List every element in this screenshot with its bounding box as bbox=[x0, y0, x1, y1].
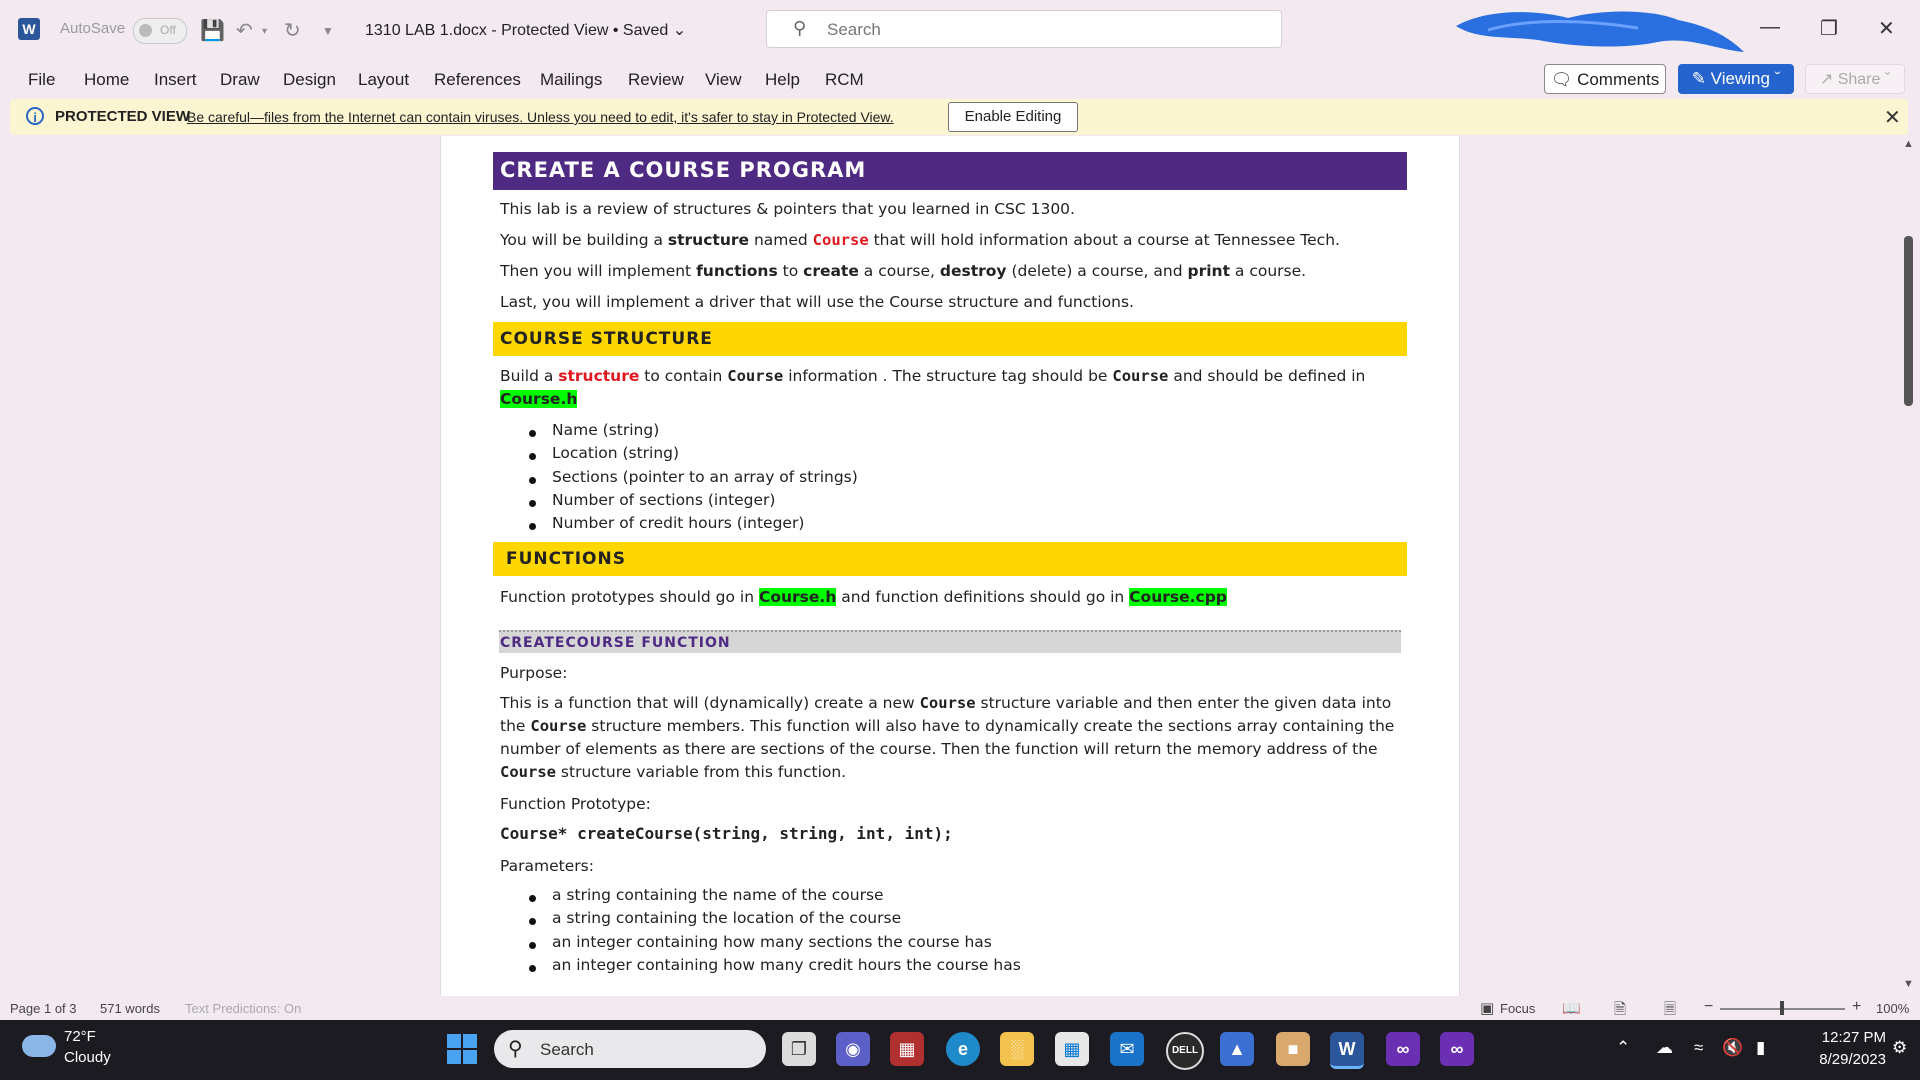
focus-icon[interactable]: ▣ bbox=[1480, 1000, 1495, 1017]
web-layout-icon[interactable]: 🗏 bbox=[1664, 1001, 1677, 1018]
copilot-icon[interactable]: ▲ bbox=[1220, 1032, 1254, 1066]
bullet-icon bbox=[529, 500, 536, 507]
parameters-label: Parameters: bbox=[500, 857, 594, 875]
protected-view-message[interactable]: Be careful—files from the Internet can contain viruses. Unless you need to edit, it's safer to stay in Protected View. bbox=[187, 109, 894, 125]
info-icon: i bbox=[26, 107, 44, 125]
bullet-icon bbox=[529, 523, 536, 530]
cloud-icon[interactable] bbox=[22, 1035, 56, 1057]
battery-icon[interactable]: ▮ bbox=[1756, 1038, 1766, 1057]
text-run-bold: structure bbox=[667, 231, 750, 249]
intro-paragraph-3 bbox=[500, 260, 1400, 283]
intro-paragraph-2 bbox=[500, 229, 1400, 252]
close-icon[interactable]: ✕ bbox=[1878, 18, 1895, 40]
list-item-text: an integer containing how many sections the course has bbox=[552, 933, 992, 951]
word-count[interactable]: 571 words bbox=[100, 1001, 160, 1016]
share-icon: ↗ bbox=[1819, 71, 1834, 88]
mail-icon[interactable]: ✉ bbox=[1110, 1032, 1144, 1066]
text-run: information . The structure tag should be bbox=[783, 367, 1113, 385]
zoom-level[interactable]: 100% bbox=[1876, 1001, 1910, 1016]
list-item-text: Number of credit hours (integer) bbox=[552, 514, 805, 532]
search-placeholder: Search bbox=[827, 20, 881, 39]
chevron-down-icon: ⌄ bbox=[672, 22, 687, 39]
tab-view[interactable]: View bbox=[705, 70, 742, 89]
undo-icon[interactable]: ↶ bbox=[236, 20, 253, 42]
taskbar-search[interactable] bbox=[494, 1030, 766, 1068]
close-icon[interactable]: ✕ bbox=[1884, 107, 1901, 129]
text-run-course: Course bbox=[1112, 367, 1169, 385]
redo-icon[interactable]: ↻ bbox=[284, 20, 301, 42]
heading-functions: FUNCTIONS bbox=[493, 542, 1407, 576]
chevron-up-icon[interactable]: ⌃ bbox=[1616, 1038, 1631, 1057]
autosave-state: Off bbox=[160, 23, 176, 37]
protected-view-bar bbox=[10, 99, 1908, 135]
intro-paragraph-1: This lab is a review of structures & pointers that you learned in CSC 1300. bbox=[500, 200, 1075, 218]
text-run: and should be defined in bbox=[1168, 367, 1366, 385]
zoom-slider-thumb[interactable] bbox=[1780, 1001, 1784, 1015]
prototype-label: Function Prototype: bbox=[500, 795, 651, 813]
tab-file[interactable]: File bbox=[28, 70, 56, 89]
text-run: to bbox=[777, 262, 804, 280]
highlight-course-h: Course.h bbox=[758, 588, 837, 606]
heading-createcourse-function: CREATECOURSE FUNCTION bbox=[499, 630, 1401, 653]
windows-logo-tile bbox=[463, 1050, 477, 1064]
tab-rcm[interactable]: RCM bbox=[825, 70, 864, 89]
text-run: that will hold information about a course at Tennessee Tech. bbox=[868, 231, 1340, 249]
clock-date[interactable]: 8/29/2023 bbox=[1819, 1051, 1886, 1068]
pen-icon: ✎ bbox=[1691, 69, 1706, 88]
text-run-bold: functions bbox=[696, 262, 778, 280]
text-run: Build a bbox=[500, 367, 559, 385]
protected-view-label: PROTECTED VIEW bbox=[55, 108, 191, 125]
visual-studio-icon[interactable]: ∞ bbox=[1386, 1032, 1420, 1066]
bullet-icon bbox=[529, 430, 536, 437]
toggle-knob bbox=[139, 24, 152, 37]
bullet-icon bbox=[529, 895, 536, 902]
tab-insert[interactable]: Insert bbox=[154, 70, 197, 89]
search-icon: ⚲ bbox=[508, 1038, 523, 1060]
list-item-text: a string containing the location of the course bbox=[552, 909, 902, 927]
scrollbar-thumb[interactable] bbox=[1904, 236, 1913, 406]
text-run: structure members. This function will also have to dynamically create the sections array containing the number of elements as there are sections of the course. Then the function will return the memory address of the bbox=[500, 717, 1395, 758]
tab-mailings[interactable]: Mailings bbox=[540, 70, 603, 89]
structure-paragraph bbox=[500, 365, 1400, 411]
chevron-down-icon: ˇ bbox=[1774, 69, 1781, 88]
dell-icon[interactable]: DELL bbox=[1166, 1032, 1204, 1070]
bullet-icon bbox=[529, 918, 536, 925]
highlight-course-cpp: Course.cpp bbox=[1129, 588, 1227, 606]
title-bar bbox=[0, 0, 1920, 60]
highlight-course-h: Course.h bbox=[500, 390, 578, 408]
text-run-course: Course bbox=[919, 694, 976, 712]
text-run-bold: print bbox=[1187, 262, 1230, 280]
text-run-bold: destroy bbox=[939, 262, 1007, 280]
bullet-icon bbox=[529, 965, 536, 972]
onedrive-icon[interactable]: ☁ bbox=[1656, 1038, 1673, 1057]
text-run: (delete) a course, and bbox=[1006, 262, 1188, 280]
text-run: a course. bbox=[1230, 262, 1307, 280]
edge-icon[interactable]: e bbox=[946, 1032, 980, 1066]
start-button[interactable] bbox=[447, 1034, 477, 1064]
text-run-bold: create bbox=[803, 262, 859, 280]
text-run: This is a function that will (dynamically) create a new bbox=[500, 694, 920, 712]
text-run-structure: structure bbox=[558, 367, 640, 385]
list-item-text: Number of sections (integer) bbox=[552, 491, 776, 509]
print-layout-icon[interactable]: 🗎 bbox=[1614, 1001, 1627, 1018]
taskbar bbox=[0, 1020, 1920, 1080]
tab-references[interactable]: References bbox=[434, 70, 521, 89]
search-input[interactable] bbox=[766, 10, 1282, 48]
tab-design[interactable]: Design bbox=[283, 70, 336, 89]
tab-home[interactable]: Home bbox=[84, 70, 130, 89]
list-item-text: Location (string) bbox=[552, 444, 680, 462]
document-page[interactable] bbox=[440, 136, 1460, 996]
chevron-down-icon: ˇ bbox=[1884, 71, 1891, 88]
tab-review[interactable]: Review bbox=[628, 70, 684, 89]
windows-logo-tile bbox=[447, 1050, 461, 1064]
word-logo-icon: W bbox=[18, 18, 40, 40]
text-run: a course, bbox=[858, 262, 940, 280]
restore-icon[interactable]: ❐ bbox=[1820, 18, 1838, 40]
save-icon[interactable]: 💾 bbox=[200, 20, 225, 42]
text-run-course: Course bbox=[812, 231, 869, 249]
document-title[interactable] bbox=[365, 20, 686, 40]
text-run-course: Course bbox=[530, 717, 587, 735]
vertical-scrollbar[interactable] bbox=[1898, 136, 1920, 996]
clock-time[interactable]: 12:27 PM bbox=[1821, 1029, 1886, 1046]
zoom-out-icon[interactable]: − bbox=[1704, 998, 1714, 1015]
customize-toolbar-icon[interactable]: ▼ bbox=[322, 24, 334, 38]
weather-description[interactable]: Cloudy bbox=[64, 1049, 111, 1066]
undo-dropdown-icon[interactable]: ▾ bbox=[262, 26, 268, 37]
list-item-text: Name (string) bbox=[552, 421, 660, 439]
text-run-course: Course bbox=[500, 763, 556, 781]
visual-studio-icon-2[interactable]: ∞ bbox=[1440, 1032, 1474, 1066]
tab-draw[interactable]: Draw bbox=[220, 70, 260, 89]
viewing-label: Viewing bbox=[1710, 69, 1770, 88]
text-predictions[interactable]: Text Predictions: On bbox=[185, 1001, 302, 1016]
autosave-toggle[interactable] bbox=[133, 18, 187, 44]
text-run: Function prototypes should go in bbox=[500, 588, 759, 606]
comment-icon: 🗨 bbox=[1550, 70, 1573, 89]
taskbar-search-placeholder: Search bbox=[540, 1040, 594, 1059]
purpose-label: Purpose: bbox=[500, 664, 568, 682]
text-run: structure variable from this function. bbox=[556, 763, 847, 781]
volume-muted-icon[interactable]: 🔇 bbox=[1722, 1038, 1744, 1057]
text-run: Then you will implement bbox=[500, 262, 697, 280]
purpose-paragraph bbox=[500, 692, 1400, 784]
read-mode-icon[interactable]: 📖 bbox=[1562, 1000, 1581, 1017]
bullet-icon bbox=[529, 477, 536, 484]
store-icon[interactable]: ▦ bbox=[1055, 1032, 1089, 1066]
document-title-text: 1310 LAB 1.docx - Protected View • Saved bbox=[365, 22, 669, 39]
functions-paragraph bbox=[500, 586, 1400, 609]
intro-paragraph-4: Last, you will implement a driver that will use the Course structure and functions. bbox=[500, 293, 1134, 311]
windows-logo-tile bbox=[463, 1034, 477, 1048]
tab-layout[interactable]: Layout bbox=[358, 70, 410, 89]
list-item-text: Sections (pointer to an array of strings) bbox=[552, 468, 858, 486]
share-button[interactable] bbox=[1805, 64, 1905, 94]
windows-logo-tile bbox=[447, 1034, 461, 1048]
status-bar bbox=[0, 996, 1920, 1022]
bullet-icon bbox=[529, 942, 536, 949]
search-icon: ⚲ bbox=[793, 18, 807, 38]
minimize-icon[interactable]: — bbox=[1760, 16, 1780, 38]
wifi-icon[interactable]: ≈ bbox=[1694, 1038, 1704, 1057]
function-prototype: Course* createCourse(string, string, int, int); bbox=[500, 824, 953, 843]
text-run: structure variable and then enter the given data into the bbox=[500, 694, 1392, 735]
redaction-scribble bbox=[1448, 6, 1748, 58]
page-count[interactable]: Page 1 of 3 bbox=[10, 1001, 77, 1016]
comments-button[interactable] bbox=[1544, 64, 1666, 94]
notification-icon[interactable]: ⚙ bbox=[1892, 1038, 1908, 1057]
comments-label: Comments bbox=[1577, 70, 1660, 89]
weather-temperature[interactable]: 72°F bbox=[64, 1028, 96, 1045]
autosave-label: AutoSave bbox=[60, 20, 126, 37]
text-run: and function definitions should go in bbox=[836, 588, 1130, 606]
tab-help[interactable]: Help bbox=[765, 70, 800, 89]
text-run: to contain bbox=[639, 367, 728, 385]
viewing-button[interactable] bbox=[1678, 64, 1794, 94]
teams-chat-icon[interactable]: ◉ bbox=[836, 1032, 870, 1066]
zoom-in-icon[interactable]: + bbox=[1852, 998, 1862, 1015]
file-explorer-icon[interactable]: ░ bbox=[1000, 1032, 1034, 1066]
list-item-text: a string containing the name of the course bbox=[552, 886, 884, 904]
bullet-icon bbox=[529, 453, 536, 460]
heading-course-structure: COURSE STRUCTURE bbox=[493, 322, 1407, 356]
share-label: Share bbox=[1837, 71, 1881, 88]
focus-label[interactable]: Focus bbox=[1500, 1001, 1536, 1016]
task-view-icon[interactable]: ❐ bbox=[782, 1032, 816, 1066]
word-app-icon[interactable]: W bbox=[1330, 1032, 1364, 1069]
text-run-course: Course bbox=[727, 367, 784, 385]
heading-create-course-program: CREATE A COURSE PROGRAM bbox=[493, 152, 1407, 190]
scroll-down-icon[interactable]: ▼ bbox=[1903, 978, 1914, 990]
app-icon[interactable]: ■ bbox=[1276, 1032, 1310, 1066]
winrar-icon[interactable]: ▦ bbox=[890, 1032, 924, 1066]
text-run: named bbox=[749, 231, 813, 249]
text-run: You will be building a bbox=[500, 231, 668, 249]
list-item-text: an integer containing how many credit hours the course has bbox=[552, 956, 1021, 974]
enable-editing-button[interactable]: Enable Editing bbox=[948, 102, 1078, 132]
scroll-up-icon[interactable]: ▲ bbox=[1903, 138, 1914, 150]
